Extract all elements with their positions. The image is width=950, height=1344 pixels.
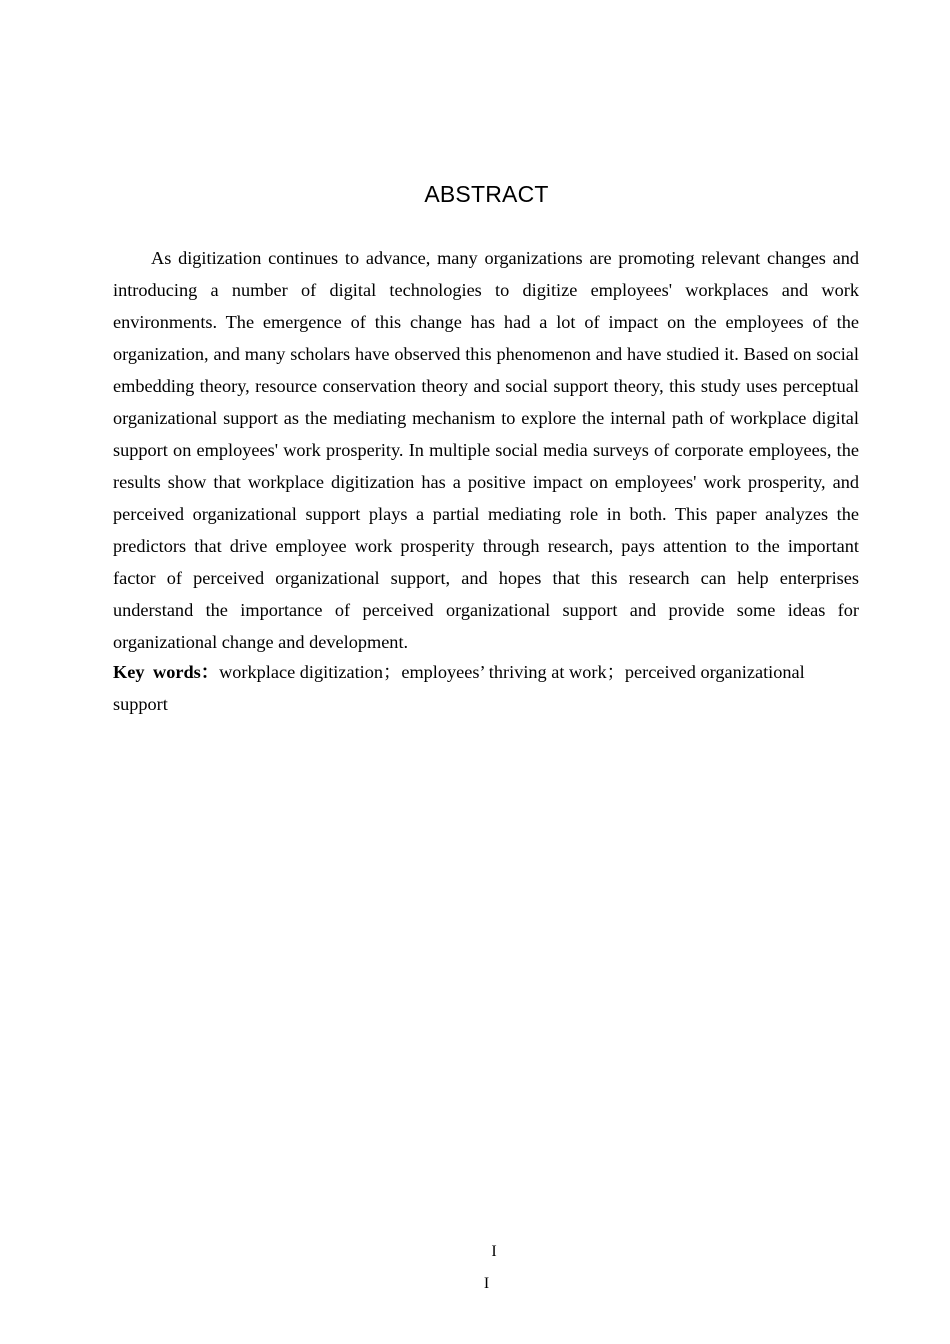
abstract-body: As digitization continues to advance, many organizations are promoting relevant changes and introducing a number of digital technologies to digitize employees' workplaces and work environments. The emergence of this change has had a lot of impact on the employees of the organization, and many scholars have observed this phenomenon and have studied it. Based on social embedding theory, resource conservation theory and social support theory, this study uses perceptual organizational support as the mediating mechanism to explore the internal path of workplace digital support on employees' work prosperity. In multiple social media surveys of corporate employees, the results show that workplace digitization has a positive impact on employees' work prosperity, and perceived organizational support plays a partial mediating role in both. This paper analyzes the predictors that drive employee work prosperity through research, pays attention to the important factor of perceived organizational support, and hopes that this research can help enterprises understand the importance of perceived organizational support and provide some ideas for organizational change and development.	[113, 248, 859, 652]
abstract-title: ABSTRACT	[424, 181, 549, 207]
keywords-list: workplace digitization；employees’ thriving at work；perceived organizational support	[113, 662, 805, 714]
page-number: I	[491, 1243, 497, 1260]
keywords-line	[113, 657, 859, 720]
keywords-label: Key words：	[113, 662, 220, 682]
page-number-footer: I	[483, 1275, 490, 1292]
